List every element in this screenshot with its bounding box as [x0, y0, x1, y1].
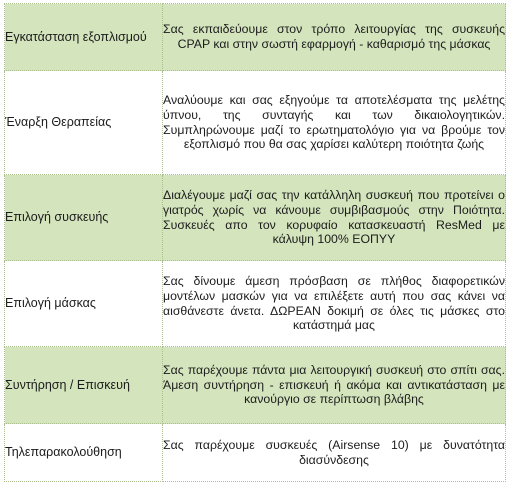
- row-description-cell: [163, 347, 506, 424]
- row-description: Αναλύουμε και σας εξηγούμε τα αποτελέσματα της μελέτης ύπνου, της συνταγής και των δικαιολογητικών. Συμπληρώνουμε μαζί το ερωτηματολόγιο για να βρούμε τον εξοπλισμό που θα σας χαρίσει καλύτερη ποιότητα ζωής: [163, 93, 505, 152]
- table-row-mask-choice: [5, 261, 506, 347]
- table-row-maintenance: [5, 347, 506, 424]
- row-description: Σας δίνουμε άμεση πρόσβαση σε πλήθος διαφορετικών μοντέλων μασκών για να επιλέξετε αυτή που σας κάνει να αισθάνεστε άνετα. ΔΩΡΕΑΝ δοκιμή σε όλες τις μάσκες στο κατάστημά μας: [163, 274, 505, 333]
- row-label-cell: [5, 347, 163, 424]
- row-description: Διαλέγουμε μαζί σας την κατάλληλη συσκευή που προτείνει ο γιατρός χωρίς να κάνουμε συμβιβασμούς στην Ποιότητα. Συσκευές απο τον κορυφαίο κατασκευαστή ResMed με κάλυψη 100% ΕΟΠΥΥ: [163, 188, 505, 247]
- row-label-cell: [5, 4, 163, 71]
- row-description-cell: [163, 261, 506, 347]
- table-row-device-choice: [5, 175, 506, 261]
- row-description-cell: [163, 424, 506, 482]
- row-description-cell: [163, 175, 506, 261]
- row-label: Επιλογή μάσκας: [5, 296, 96, 310]
- table-row-telemonitoring: [5, 424, 506, 482]
- row-description: Σας παρέχουμε συσκευές (Airsense 10) με δυνατότητα διασύνδεσης: [163, 437, 505, 467]
- row-label-cell: [5, 424, 163, 482]
- row-label: Έναρξη Θεραπείας: [5, 115, 112, 129]
- row-label: Συντήρηση / Επισκευή: [5, 377, 130, 392]
- row-label-cell: [5, 261, 163, 347]
- table-row-installation: [5, 4, 506, 71]
- row-label: Επιλογή συσκευής: [5, 210, 109, 224]
- table-row-therapy-start: [5, 71, 506, 175]
- row-description-cell: [163, 4, 506, 71]
- services-table: [4, 3, 506, 482]
- row-label-cell: [5, 175, 163, 261]
- row-description: Σας παρέχουμε πάντα μια λειτουργική συσκευή στο σπίτι σας. Άμεση συντήρηση - επισκευή ή ακόμα και αντικατάσταση με κανούργιο σε περίπτωση βλάβης: [163, 363, 505, 407]
- row-description-cell: [163, 71, 506, 175]
- row-label: Εγκατάσταση εξοπλισμού: [5, 29, 147, 44]
- row-label-cell: [5, 71, 163, 175]
- row-description: Σας εκπαιδεύουμε στον τρόπο λειτουργίας της συσκευής CPAP και στην σωστή εφαρμογή - καθαρισμό της μάσκας: [163, 22, 505, 51]
- row-label: Τηλεπαρακολούθηση: [5, 445, 122, 459]
